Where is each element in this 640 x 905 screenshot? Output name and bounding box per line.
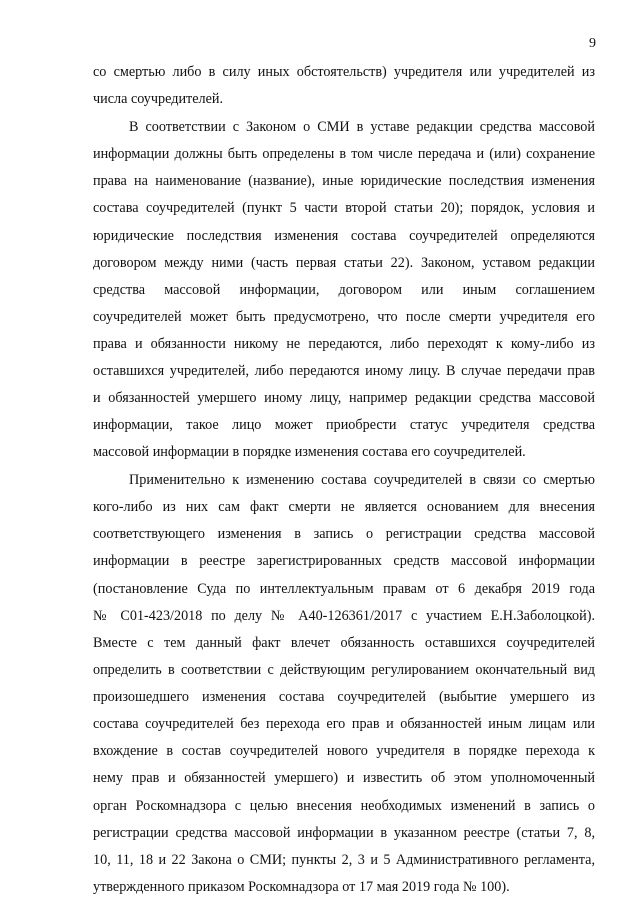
- text-line: произошедшего изменения состава соучредителей (выбытие умершего из: [93, 689, 595, 705]
- text-line: В соответствии с Законом о СМИ в уставе редакции средства массовой: [129, 119, 595, 135]
- text-line: вхождение в состав соучредителей нового учредителя в порядке перехода к: [93, 743, 595, 759]
- text-line: массовой информации в порядке изменения состава его соучредителей.: [93, 444, 526, 460]
- text-line: утвержденного приказом Роскомнадзора от 17 мая 2019 года № 100).: [93, 879, 510, 895]
- text-line: средства массовой информации, договором или иным соглашением: [93, 282, 595, 298]
- text-line: со смертью либо в силу иных обстоятельств) учредителя или учредителей из: [93, 64, 595, 80]
- text-line: информации должны быть определены в том числе передача и (или) сохранение: [93, 146, 595, 162]
- text-line: орган Роскомнадзора с целью внесения необходимых изменений в запись о: [93, 798, 595, 814]
- text-line: права и обязанности никому не передаются, либо переходят к кому-либо из: [93, 336, 595, 352]
- text-line: оставшихся учредителей, либо передаются иному лицу. В случае передачи прав: [93, 363, 595, 379]
- text-line: соответствующего изменения в запись о регистрации средства массовой: [93, 526, 595, 542]
- text-line: кого-либо из них сам факт смерти не является основанием для внесения: [93, 499, 595, 515]
- text-line: договором между ними (часть первая статьи 22). Законом, уставом редакции: [93, 255, 595, 271]
- text-line: определить в соответствии с действующим регулированием окончательный вид: [93, 662, 595, 678]
- text-line: состава соучредителей без перехода его прав и обязанностей иным лицам или: [93, 716, 595, 732]
- text-line: соучредителей может быть предусмотрено, что после смерти учредителя его: [93, 309, 595, 325]
- text-line: права на наименование (название), иные юридические последствия изменения: [93, 173, 595, 189]
- text-line: регистрации средства массовой информации в указанном реестре (статьи 7, 8,: [93, 825, 595, 841]
- text-line: числа соучредителей.: [93, 91, 224, 107]
- text-line: информации, такое лицо может приобрести статус учредителя средства: [93, 417, 595, 433]
- text-line: информации в реестре зарегистрированных средств массовой информации: [93, 553, 595, 569]
- page-number: 9: [589, 36, 596, 51]
- text-line: нему прав и обязанностей умершего) и известить об этом уполномоченный: [93, 770, 595, 786]
- text-line: (постановление Суда по интеллектуальным правам от 6 декабря 2019 года: [93, 581, 595, 597]
- text-line: 10, 11, 18 и 22 Закона о СМИ; пункты 2, 3 и 5 Административного регламента,: [93, 852, 595, 868]
- text-line: № С01-423/2018 по делу № А40-126361/2017 с участием Е.Н.Заболоцкой).: [93, 608, 595, 624]
- text-line: юридические последствия изменения состава соучредителей определяются: [93, 228, 595, 244]
- text-line: состава соучредителей (пункт 5 части второй статьи 20); порядок, условия и: [93, 200, 595, 216]
- text-line: Применительно к изменению состава соучредителей в связи со смертью: [129, 472, 595, 488]
- text-line: и обязанностей умершего иному лицу, например редакции средства массовой: [93, 390, 595, 406]
- text-line: Вместе с тем данный факт влечет обязанность оставшихся соучредителей: [93, 635, 595, 651]
